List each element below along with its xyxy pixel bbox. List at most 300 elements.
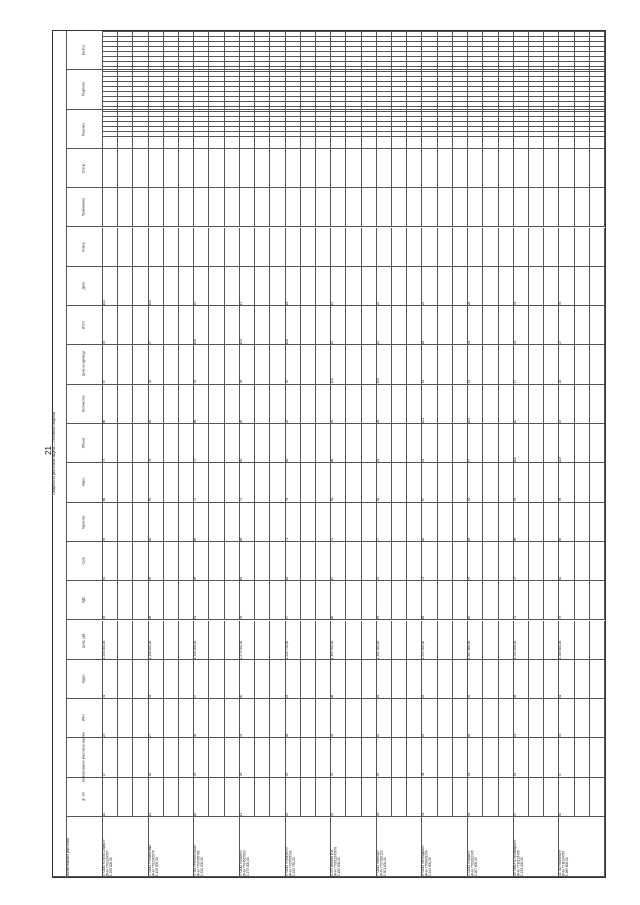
table-cell [362, 778, 377, 817]
table-cell [575, 306, 590, 345]
table-cell [377, 778, 392, 817]
table-cell [179, 660, 194, 699]
table-cell [194, 267, 209, 306]
column-header [67, 267, 103, 306]
table-cell [544, 267, 559, 306]
table-cell [483, 385, 498, 424]
table-cell [422, 581, 437, 620]
cell-value: 75 [558, 615, 563, 620]
table-cell [362, 699, 377, 738]
table-cell [209, 621, 224, 660]
cell-value: 86 [512, 537, 517, 541]
table-cell [270, 581, 285, 620]
table-cell [529, 738, 544, 777]
cell-value: 25 [421, 301, 426, 306]
table-cell [468, 542, 483, 581]
cell-value: 13 [238, 301, 243, 306]
table-cell [362, 385, 377, 424]
cell-value: 34 [147, 694, 152, 699]
table-cell [575, 424, 590, 463]
cell-value: 91 [375, 458, 380, 463]
table-cell [316, 503, 331, 542]
cell-value: 16 [284, 301, 289, 306]
table-cell [149, 581, 164, 620]
table-cell [559, 267, 574, 306]
cell-value: 85 [284, 458, 289, 463]
table-cell [422, 503, 437, 542]
cell-value: 52 [102, 576, 106, 581]
table-cell [362, 188, 377, 227]
table-cell [255, 621, 270, 660]
table-cell [377, 738, 392, 777]
table-cell [149, 463, 164, 502]
table-cell [422, 188, 437, 227]
table-cell [225, 463, 240, 502]
table-cell [133, 778, 148, 817]
table-cell [240, 267, 255, 306]
cell-value: 40 [238, 694, 243, 699]
cell-value: 77 [375, 537, 380, 541]
grid-line [103, 56, 605, 57]
table-cell [575, 621, 590, 660]
cell-value: 71 [284, 537, 289, 541]
table-cell [133, 345, 148, 384]
table-cell [438, 581, 453, 620]
table-cell [499, 660, 514, 699]
table-cell [468, 503, 483, 542]
table-cell [286, 267, 301, 306]
table-cell [118, 738, 133, 777]
cell-value: 81 [330, 498, 335, 502]
table-cell [240, 424, 255, 463]
table-cell [438, 228, 453, 267]
cell-value: 80 [421, 537, 426, 541]
table-cell [575, 699, 590, 738]
table-cell [286, 385, 301, 424]
table-cell [133, 699, 148, 738]
table-cell [377, 660, 392, 699]
cell-value: 17 [512, 380, 517, 384]
cell-value: 43 [284, 694, 289, 699]
cell-value: 66 [421, 615, 426, 620]
table-cell [499, 188, 514, 227]
column-header-text: Номер [81, 241, 86, 252]
cell-value: 1 233 400,00 [512, 640, 517, 659]
table-cell [118, 228, 133, 267]
table-cell [468, 306, 483, 345]
table-cell [255, 149, 270, 188]
table-cell [514, 503, 529, 542]
table-cell [377, 699, 392, 738]
column-header [67, 732, 103, 783]
table-cell [392, 149, 407, 188]
table-cell [164, 463, 179, 502]
table-cell [407, 267, 422, 306]
cell-value: 42 [375, 733, 380, 738]
table-cell [240, 738, 255, 777]
table-cell [301, 542, 316, 581]
cell-value: 10 [193, 301, 198, 306]
column-header [67, 149, 103, 188]
table-cell [483, 503, 498, 542]
cell-value: 94 [421, 458, 426, 463]
column-header [67, 581, 103, 620]
table-cell [301, 581, 316, 620]
participant-text: 8 ООО «Меридиан» ИНН 7708901234 1 244 300,00 [421, 845, 433, 876]
table-cell [514, 424, 529, 463]
table-cell [499, 306, 514, 345]
table-cell [179, 385, 194, 424]
table-cell [118, 660, 133, 699]
table-cell [270, 267, 285, 306]
table-cell [529, 699, 544, 738]
table-cell [149, 660, 164, 699]
table-cell [240, 699, 255, 738]
table-cell [559, 778, 574, 817]
cell-value: 92 [284, 419, 289, 423]
table-cell [514, 621, 529, 660]
grid-line [103, 61, 605, 62]
cell-value: 24 [512, 340, 517, 345]
table-cell [194, 385, 209, 424]
table-cell [133, 149, 148, 188]
cell-value: 29 [284, 773, 289, 777]
table-cell [392, 581, 407, 620]
table-cell [392, 267, 407, 306]
table-cell [377, 306, 392, 345]
table-cell [559, 424, 574, 463]
table-cell [209, 699, 224, 738]
table-cell [225, 424, 240, 463]
table-cell [270, 345, 285, 384]
table-cell [149, 228, 164, 267]
table-cell [575, 738, 590, 777]
cell-value: 65 [193, 537, 198, 541]
table-cell [346, 542, 361, 581]
column-header [67, 542, 103, 581]
table-cell [529, 503, 544, 542]
table-cell [514, 228, 529, 267]
table-cell [209, 149, 224, 188]
table-cell [590, 463, 605, 502]
table-cell [149, 188, 164, 227]
table-cell [225, 581, 240, 620]
table-cell [240, 385, 255, 424]
cell-value: 102 [330, 378, 335, 384]
table-row-participant [422, 817, 468, 877]
table-cell [499, 267, 514, 306]
table-cell [346, 503, 361, 542]
table-cell [286, 149, 301, 188]
table-cell [103, 306, 118, 345]
table-cell [529, 385, 544, 424]
table-cell [499, 424, 514, 463]
table-cell [164, 267, 179, 306]
table-cell [559, 660, 574, 699]
cell-value: 61 [238, 576, 243, 581]
cell-value: 55 [147, 576, 152, 581]
table-cell [407, 345, 422, 384]
table-cell [514, 385, 529, 424]
table-cell [225, 503, 240, 542]
table-cell [255, 188, 270, 227]
column-header-text: № п/п [81, 792, 86, 802]
table-cell [483, 345, 498, 384]
cell-value: 88 [330, 458, 335, 463]
cell-value: 58 [193, 576, 198, 581]
table-cell [270, 306, 285, 345]
cell-value: 46 [330, 694, 335, 699]
table-cell [164, 699, 179, 738]
table-cell [407, 228, 422, 267]
cell-value: 20 [147, 773, 152, 777]
table-cell [149, 306, 164, 345]
cell-value: 99 [284, 380, 289, 384]
table-cell [118, 581, 133, 620]
table-cell [225, 267, 240, 306]
table-cell [575, 778, 590, 817]
table-cell [286, 503, 301, 542]
table-row-participant [559, 817, 605, 877]
table-cell [468, 228, 483, 267]
table-cell [499, 228, 514, 267]
cell-value: 51 [193, 615, 198, 620]
table-cell [301, 503, 316, 542]
table-cell [133, 188, 148, 227]
table-cell [331, 149, 346, 188]
cell-value: 25 [330, 812, 335, 816]
table-cell [225, 542, 240, 581]
cell-value: 38 [421, 773, 426, 777]
table-cell [590, 621, 605, 660]
cell-value: 41 [467, 773, 472, 777]
table-cell [483, 542, 498, 581]
cell-value: 89 [238, 419, 243, 423]
cell-value: 79 [193, 458, 198, 463]
table-cell [590, 778, 605, 817]
table-cell [362, 267, 377, 306]
table-cell [559, 149, 574, 188]
cell-value: 90 [147, 380, 152, 384]
table-cell [362, 463, 377, 502]
grid-line [103, 76, 605, 77]
table-cell [270, 778, 285, 817]
table-cell [209, 306, 224, 345]
table-cell [575, 385, 590, 424]
table-cell [453, 149, 468, 188]
table-cell [179, 463, 194, 502]
cell-value: 79 [512, 576, 517, 581]
column-header [67, 778, 103, 817]
table-cell [468, 345, 483, 384]
table-cell [346, 660, 361, 699]
cell-value: 94 [102, 340, 106, 345]
cell-value: 1 250 000,00 [102, 640, 106, 659]
table-cell [240, 463, 255, 502]
table-cell [149, 778, 164, 817]
cell-value: 100 [193, 339, 198, 345]
table-cell [499, 621, 514, 660]
table-cell [194, 188, 209, 227]
table-cell [331, 621, 346, 660]
cell-value: 87 [102, 380, 106, 384]
table-cell [514, 778, 529, 817]
table-cell [346, 424, 361, 463]
table-cell [575, 267, 590, 306]
participant-text: 10 ООО «Строймаркет» ИНН 7710123456 1 233 400,00 [512, 839, 524, 876]
column-header [67, 345, 103, 384]
table-row-participant [286, 817, 332, 877]
table-cell [483, 660, 498, 699]
table-cell [422, 267, 437, 306]
table-cell [270, 621, 285, 660]
table-cell [346, 188, 361, 227]
table-cell [438, 738, 453, 777]
table-cell [483, 306, 498, 345]
table-cell [407, 542, 422, 581]
table-cell [529, 424, 544, 463]
table-cell [362, 738, 377, 777]
table-cell [331, 542, 346, 581]
cell-value: 82 [238, 458, 243, 463]
table-cell [255, 778, 270, 817]
column-header-text: Срок [81, 557, 86, 565]
table-cell [468, 267, 483, 306]
table-cell [179, 699, 194, 738]
table-cell [118, 699, 133, 738]
table-cell [209, 660, 224, 699]
table-cell [331, 463, 346, 502]
table-cell [559, 306, 574, 345]
table-cell [179, 542, 194, 581]
table-cell [301, 267, 316, 306]
table-cell [422, 149, 437, 188]
cell-value: 19 [238, 812, 243, 816]
table-cell [392, 503, 407, 542]
table-cell [301, 660, 316, 699]
table-cell [225, 385, 240, 424]
cell-value: 15 [375, 340, 380, 345]
cell-value: 100 [512, 456, 517, 463]
cell-value: 68 [238, 537, 243, 541]
table-cell [544, 503, 559, 542]
table-cell [179, 345, 194, 384]
table-cell [331, 267, 346, 306]
table-cell [255, 228, 270, 267]
table-cell [331, 385, 346, 424]
table-cell [377, 228, 392, 267]
cell-value: 86 [193, 419, 198, 423]
table-cell [514, 542, 529, 581]
table-cell [286, 345, 301, 384]
cell-value: 52 [421, 694, 426, 699]
table-cell [331, 699, 346, 738]
table-cell [301, 385, 316, 424]
column-header-text: Итого [81, 321, 86, 330]
column-header [67, 110, 103, 149]
rotated-table [52, 30, 606, 878]
column-header-text: НДС [81, 596, 86, 604]
cell-value: 22 [375, 301, 380, 306]
table-cell [422, 699, 437, 738]
table-cell [514, 463, 529, 502]
table-cell [149, 699, 164, 738]
cell-value: 34 [558, 301, 563, 306]
table-cell [331, 188, 346, 227]
table-cell [377, 581, 392, 620]
grid-line [103, 126, 605, 127]
table-cell [483, 738, 498, 777]
table-cell [209, 345, 224, 384]
grid-line [103, 86, 605, 87]
table-cell [103, 621, 118, 660]
table-cell [301, 463, 316, 502]
cell-value: 22 [284, 812, 289, 816]
table-cell [209, 385, 224, 424]
table-cell [346, 345, 361, 384]
table-cell [270, 542, 285, 581]
cell-value: 39 [330, 733, 335, 738]
table-cell [103, 345, 118, 384]
cell-value: 48 [467, 733, 472, 738]
table-cell [316, 660, 331, 699]
column-header-text: Дата [81, 282, 86, 290]
table-cell [103, 660, 118, 699]
table-cell [590, 699, 605, 738]
table-cell [133, 542, 148, 581]
cell-value: 57 [284, 615, 289, 620]
table-cell [483, 581, 498, 620]
column-header [67, 660, 103, 699]
table-cell [164, 306, 179, 345]
table-cell [255, 738, 270, 777]
table-cell [590, 581, 605, 620]
table-cell [270, 660, 285, 699]
table-cell [559, 542, 574, 581]
column-header [67, 463, 103, 502]
participant-text: 11 АО «Капитал» ИНН 7711234567 1 285 600,00 [558, 849, 570, 876]
table-cell [270, 149, 285, 188]
table-cell [453, 542, 468, 581]
table-cell [575, 228, 590, 267]
table-cell [209, 778, 224, 817]
table-cell [453, 581, 468, 620]
cell-value: 95 [330, 419, 335, 423]
table-cell [118, 424, 133, 463]
cell-value: 31 [102, 694, 106, 699]
table-cell [438, 463, 453, 502]
table-cell [590, 738, 605, 777]
table-cell [255, 503, 270, 542]
table-cell [590, 385, 605, 424]
table-cell [286, 463, 301, 502]
table-cell [270, 699, 285, 738]
grid-line [103, 101, 605, 102]
table-cell [331, 424, 346, 463]
table-cell [407, 778, 422, 817]
cell-value: 24 [102, 733, 106, 738]
cell-value: 96 [238, 380, 243, 384]
cell-value: 11 [421, 380, 426, 384]
cell-value: 101 [421, 417, 426, 423]
table-cell [392, 345, 407, 384]
table-cell [301, 345, 316, 384]
cell-value: 27 [558, 340, 563, 345]
table-cell [164, 503, 179, 542]
cell-value: 32 [330, 773, 335, 777]
table-cell [301, 621, 316, 660]
table-cell [362, 306, 377, 345]
